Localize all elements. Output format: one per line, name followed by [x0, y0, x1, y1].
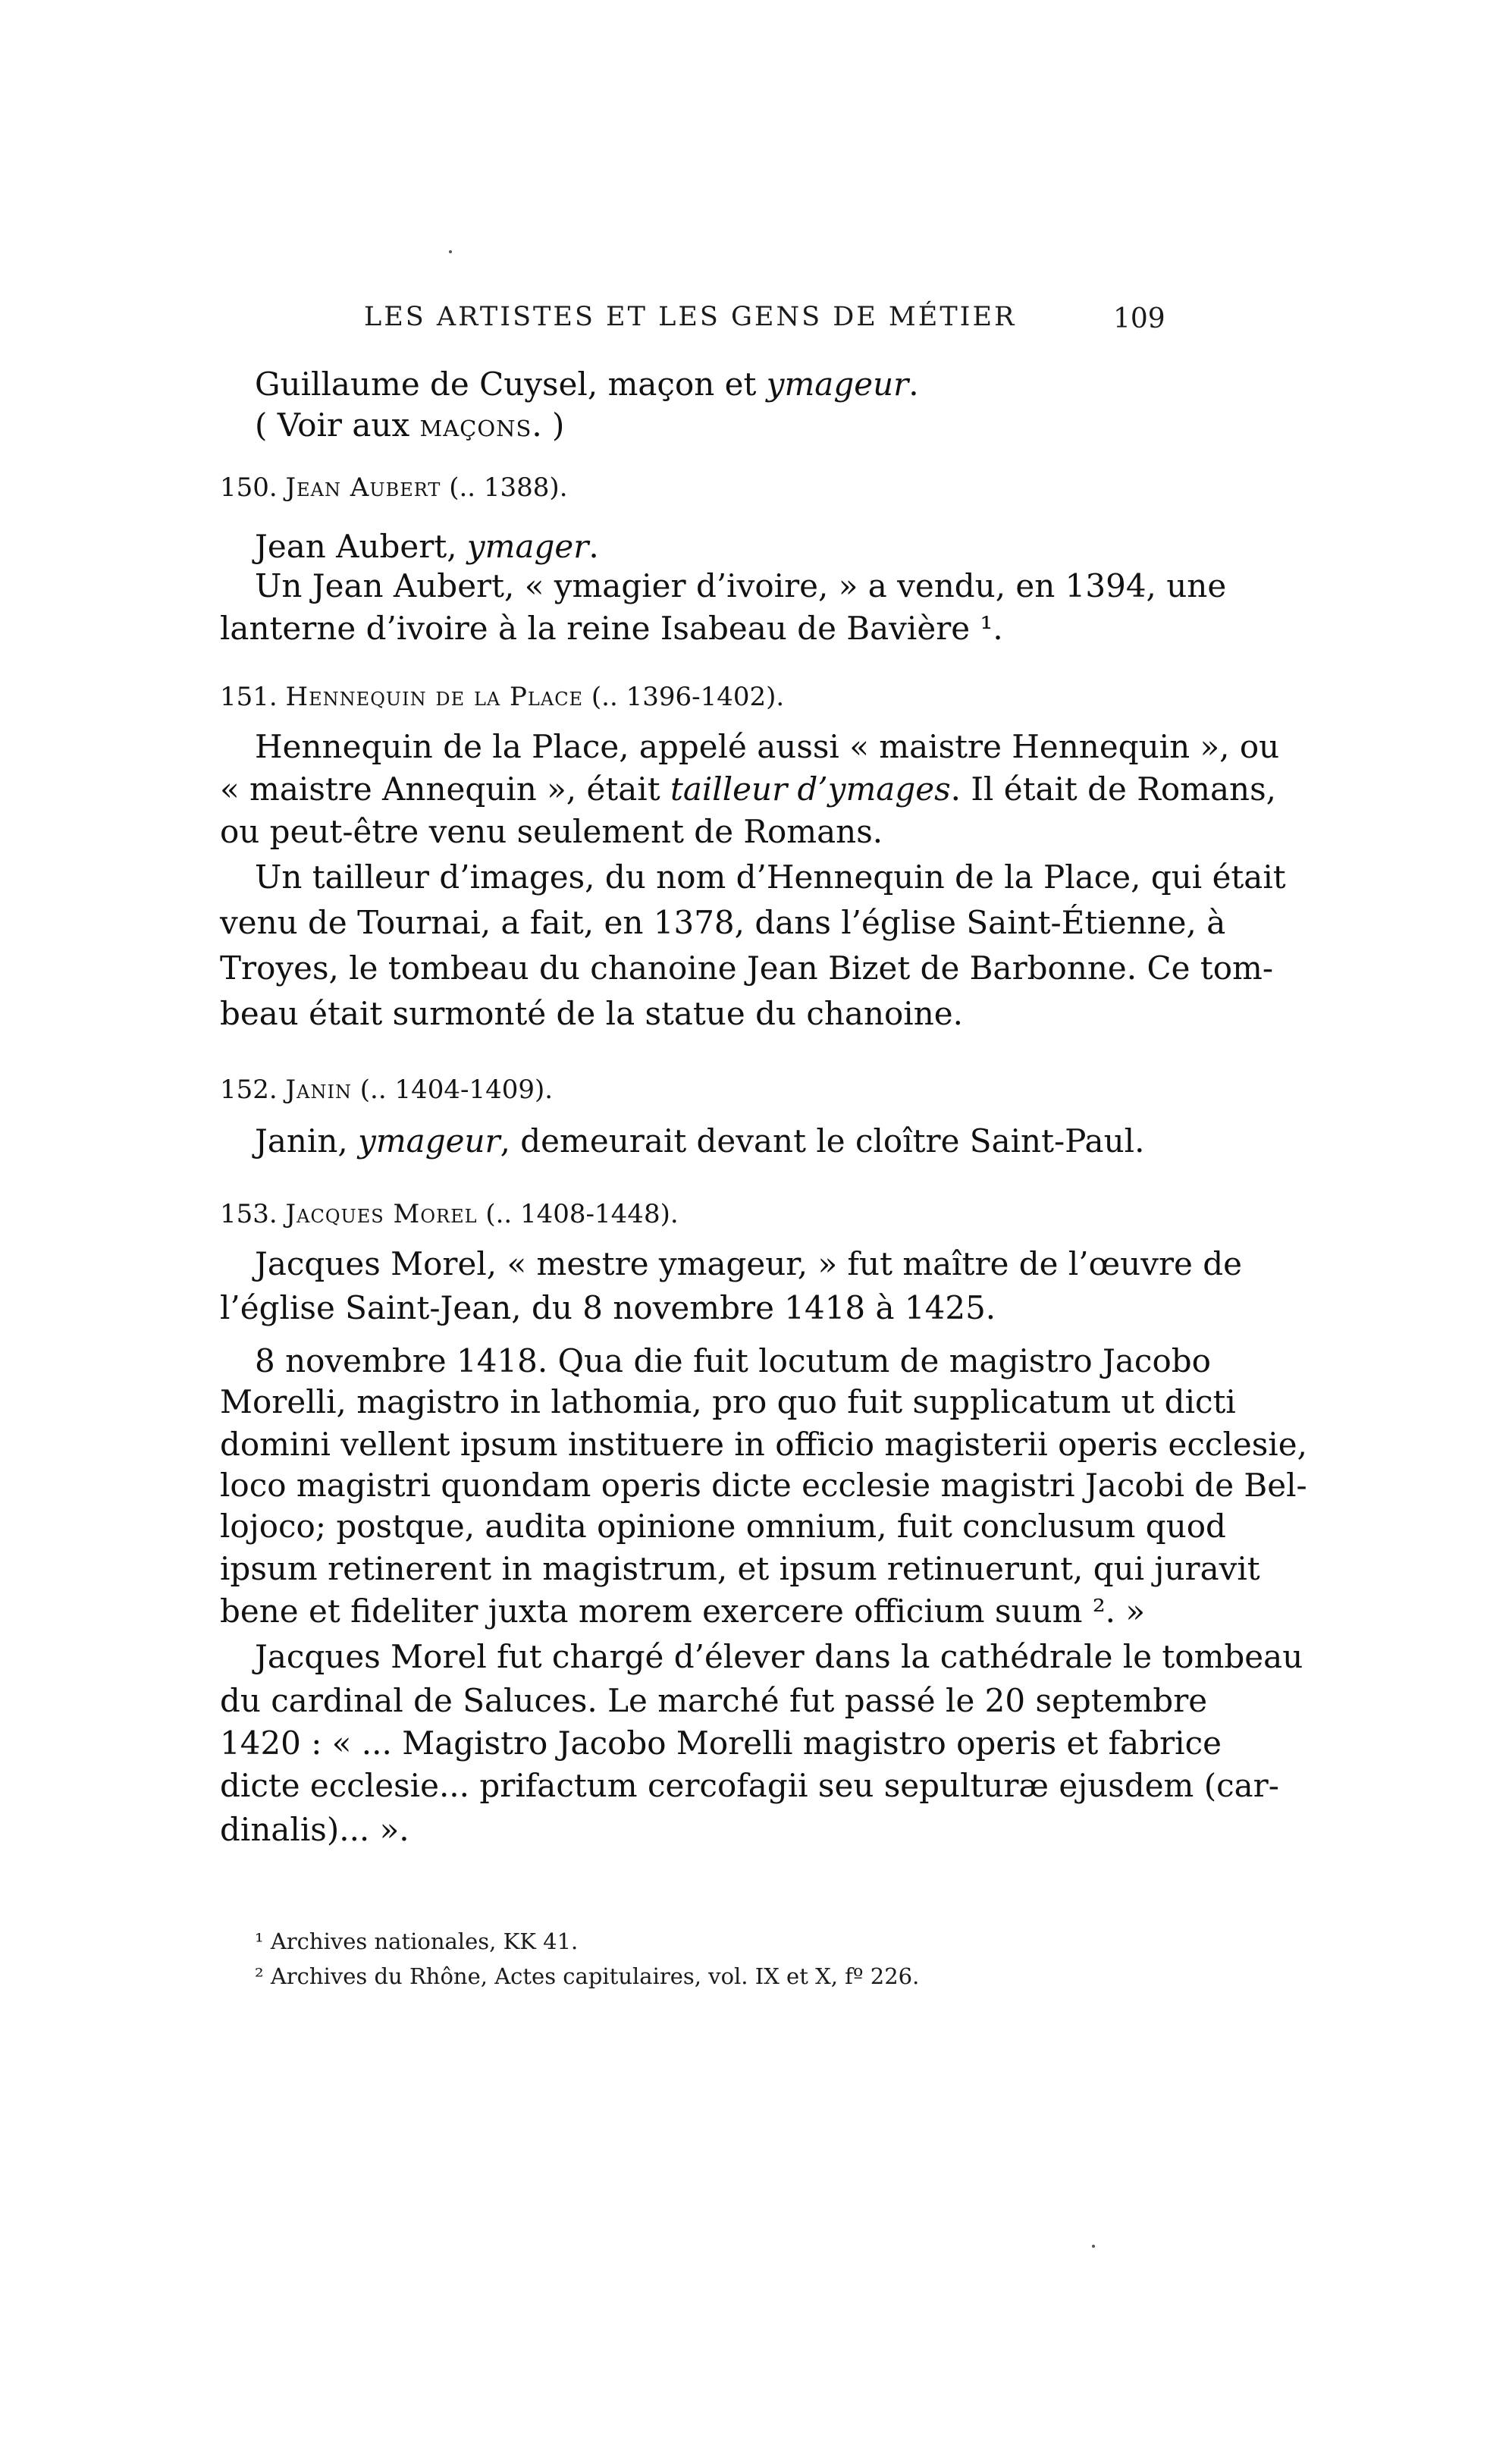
text-line: ou peut-être venu seulement de Romans. — [220, 813, 883, 850]
entry-heading: 151. Hennequin de la Place (.. 1396-1402). — [220, 682, 785, 712]
entry-heading: 153. Jacques Morel (.. 1408-1448). — [220, 1199, 679, 1229]
text-line: Morelli, magistro in lathomia, pro quo fuit supplicatum ut dicti — [220, 1383, 1236, 1420]
text-line: Un Jean Aubert, « ymagier d’ivoire, » a vendu, en 1394, une — [255, 567, 1227, 604]
text-line: loco magistri quondam operis dicte ecclesie magistri Jacobi de Bel- — [220, 1467, 1307, 1504]
text-line: « maistre Annequin », était tailleur d’ymages. Il était de Romans, — [220, 770, 1276, 808]
text-line: lanterne d’ivoire à la reine Isabeau de Bavière ¹. — [220, 610, 1003, 647]
text-line: ipsum retinerent in magistrum, et ipsum retinuerunt, qui juravit — [220, 1550, 1260, 1587]
footnote: ¹ Archives nationales, KK 41. — [255, 1928, 579, 1954]
text-line: Troyes, le tombeau du chanoine Jean Bizet de Barbonne. Ce tom- — [220, 949, 1274, 987]
text-line: du cardinal de Saluces. Le marché fut passé le 20 septembre — [220, 1682, 1208, 1719]
text-line: Guillaume de Cuysel, maçon et ymageur. — [255, 366, 919, 403]
text-line: dinalis)... ». — [220, 1811, 409, 1848]
entry-heading: 152. Janin (.. 1404-1409). — [220, 1075, 554, 1105]
running-title: LES ARTISTES ET LES GENS DE MÉTIER — [364, 302, 1017, 332]
text-line: Jacques Morel fut chargé d’élever dans la cathédrale le tombeau — [255, 1638, 1303, 1675]
scan-speck — [1092, 2245, 1095, 2248]
text-line: Hennequin de la Place, appelé aussi « maistre Hennequin », ou — [255, 728, 1280, 765]
text-line: Un tailleur d’images, du nom d’Hennequin de la Place, qui était — [255, 858, 1286, 896]
text-line: Jacques Morel, « mestre ymageur, » fut maître de l’œuvre de — [255, 1245, 1242, 1282]
text-line: beau était surmonté de la statue du chanoine. — [220, 995, 963, 1032]
scan-speck — [449, 250, 452, 253]
entry-heading: 150. Jean Aubert (.. 1388). — [220, 472, 568, 503]
text-line: venu de Tournai, a fait, en 1378, dans l’église Saint-Étienne, à — [220, 904, 1226, 941]
footnote: ² Archives du Rhône, Actes capitulaires, vol. IX et X, fº 226. — [255, 1963, 920, 1989]
page-number: 109 — [1113, 303, 1165, 334]
text-line: dicte ecclesie... prifactum cercofagii seu sepulturæ ejusdem (car- — [220, 1767, 1279, 1804]
text-line: domini vellent ipsum instituere in officio magisterii operis ecclesie, — [220, 1426, 1307, 1463]
text-line: bene et fideliter juxta morem exercere officium suum ². » — [220, 1593, 1146, 1630]
text-line: lojoco; postque, audita opinione omnium, fuit conclusum quod — [220, 1508, 1226, 1545]
text-line: Janin, ymageur, demeurait devant le cloître Saint-Paul. — [255, 1122, 1145, 1160]
text-line: 1420 : « ... Magistro Jacobo Morelli magistro operis et fabrice — [220, 1724, 1222, 1762]
text-line: 8 novembre 1418. Qua die fuit locutum de magistro Jacobo — [255, 1342, 1211, 1379]
text-line: Jean Aubert, ymager. — [255, 528, 599, 565]
text-line: l’église Saint-Jean, du 8 novembre 1418 à 1425. — [220, 1289, 996, 1326]
text-line: ( Voir aux maçons. ) — [255, 406, 565, 444]
